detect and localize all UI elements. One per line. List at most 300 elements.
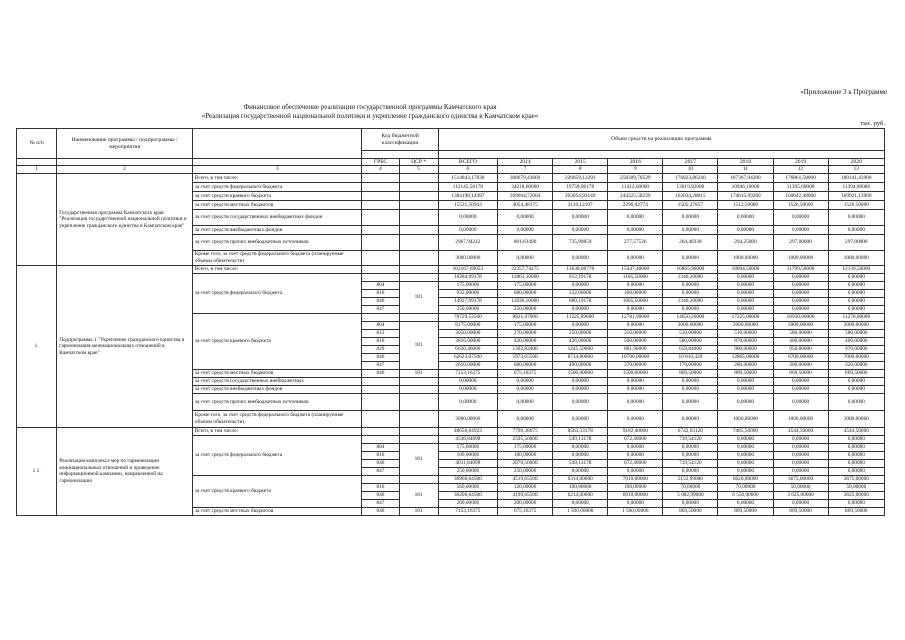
value-cell: 112145,58178 bbox=[438, 182, 497, 191]
value-cell: 0,00000 bbox=[553, 451, 608, 459]
value-cell: 3625,00000 bbox=[828, 491, 884, 499]
value-cell: 2000,00000 bbox=[663, 321, 718, 329]
value-cell: 426,00000 bbox=[553, 337, 608, 345]
value-cell: 0,00000 bbox=[553, 385, 608, 393]
value-cell: 8563,33178 bbox=[553, 427, 608, 435]
table-row bbox=[17, 427, 885, 435]
value-cell: 3675,00000 bbox=[773, 475, 828, 483]
value-cell: 250,00000 bbox=[498, 467, 553, 475]
value-cell: 912,19178 bbox=[553, 273, 608, 281]
value-cell: 719,54120 bbox=[663, 459, 718, 467]
value-cell: 258309,78529 bbox=[608, 173, 663, 182]
value-cell: 900,00000 bbox=[718, 345, 773, 353]
value-cell: 264,48338 bbox=[663, 234, 718, 250]
value-cell: 0,00000 bbox=[608, 305, 663, 313]
grbs-cell bbox=[362, 265, 399, 273]
value-cell: 11799,50000 bbox=[773, 265, 828, 273]
value-cell: 869,50000 bbox=[828, 507, 884, 515]
value-cell: 869,50000 bbox=[773, 507, 828, 515]
value-cell: 0,00000 bbox=[498, 225, 553, 234]
grbs-cell: 804 bbox=[362, 281, 399, 289]
value-cell: 250,00000 bbox=[498, 305, 553, 313]
value-cell: 510,00000 bbox=[663, 329, 718, 337]
csr-cell bbox=[399, 250, 438, 265]
value-cell: 0,00000 bbox=[438, 385, 497, 393]
value-cell: 0,00000 bbox=[773, 385, 828, 393]
table-row bbox=[17, 159, 885, 166]
value-cell: 5152,99000 bbox=[663, 475, 718, 483]
value-cell: 175,00000 bbox=[438, 443, 497, 451]
csr-cell bbox=[399, 385, 438, 393]
source-label: за счет средств внебюджетных фондов bbox=[192, 225, 362, 234]
value-cell: 0,00000 bbox=[553, 321, 608, 329]
value-cell: 0,00000 bbox=[828, 273, 884, 281]
value-cell: 0,00000 bbox=[608, 467, 663, 475]
source-label: за счет средств прочих внебюджетных источников bbox=[192, 234, 362, 250]
value-cell: 400,00000 bbox=[828, 337, 884, 345]
value-cell: 2967,94212 bbox=[438, 234, 497, 250]
grbs-cell: 816 bbox=[362, 451, 399, 459]
column-number: 8 bbox=[553, 166, 608, 173]
header-year: 2014 bbox=[498, 159, 553, 166]
value-cell: 0,00000 bbox=[773, 305, 828, 313]
value-cell: 0,00000 bbox=[773, 435, 828, 443]
value-cell: 0,00000 bbox=[718, 467, 773, 475]
csr-cell bbox=[399, 435, 438, 443]
value-cell: 0,00000 bbox=[828, 281, 884, 289]
value-cell: 16865,96000 bbox=[663, 265, 718, 273]
source-label: Кроме того, за счет средств федерального бюджета (планируемые объемы обязательств) bbox=[192, 410, 362, 427]
value-cell: 203054,93149 bbox=[553, 191, 608, 200]
value-cell: 175,00000 bbox=[438, 281, 497, 289]
value-cell: 13638,08778 bbox=[553, 265, 608, 273]
value-cell: 320,00000 bbox=[828, 361, 884, 369]
grbs-cell: 846 bbox=[362, 507, 399, 515]
value-cell: 0,00000 bbox=[828, 385, 884, 393]
value-cell: 0,00000 bbox=[663, 289, 718, 297]
value-cell: 0,00000 bbox=[608, 393, 663, 410]
value-cell: 1384198,14497 bbox=[438, 191, 497, 200]
value-cell: 10946,10000 bbox=[718, 182, 773, 191]
value-cell: 7485,50000 bbox=[718, 427, 773, 435]
header-csr: ЦСР * bbox=[399, 159, 438, 166]
value-cell: 1514843,17830 bbox=[438, 173, 497, 182]
value-cell: 580,00000 bbox=[828, 329, 884, 337]
units-label: тыс. руб. bbox=[860, 120, 885, 127]
document-subtitle: «Реализация государственной национальной политики и укрепление гражданского единства в Камчатском крае» bbox=[201, 112, 539, 120]
item-num: 1.1. bbox=[17, 427, 57, 515]
value-cell: 0,00000 bbox=[608, 451, 663, 459]
value-cell: 7153,16375 bbox=[438, 369, 497, 377]
column-number: 3 bbox=[192, 166, 362, 173]
grbs-cell: 846 bbox=[362, 459, 399, 467]
value-cell: 0,00000 bbox=[553, 499, 608, 507]
csr-cell bbox=[399, 475, 438, 483]
value-cell: 0,00000 bbox=[718, 281, 773, 289]
value-cell: 2595,56800 bbox=[498, 435, 553, 443]
value-cell: 2000,00000 bbox=[773, 321, 828, 329]
grbs-cell bbox=[362, 234, 399, 250]
header-total: ВСЕГО bbox=[438, 159, 497, 166]
source-label: Кроме того, за счет средств федерального бюджета (планируемые объемы обязательств) bbox=[192, 250, 362, 265]
value-cell: 270,00000 bbox=[498, 329, 553, 337]
value-cell: 0,00000 bbox=[663, 377, 718, 385]
value-cell: 176823,86240 bbox=[663, 173, 718, 182]
value-cell: 0,00000 bbox=[608, 410, 663, 427]
grbs-cell bbox=[362, 173, 399, 182]
value-cell: 0,00000 bbox=[828, 443, 884, 451]
value-cell: 869,50000 bbox=[773, 369, 828, 377]
column-number: 13 bbox=[828, 166, 884, 173]
header-year: 2019 bbox=[773, 159, 828, 166]
value-cell: 10930,00000 bbox=[773, 313, 828, 321]
value-cell: 1512,50000 bbox=[718, 200, 773, 209]
value-cell: 0,00000 bbox=[718, 385, 773, 393]
value-cell: 12865,00000 bbox=[718, 353, 773, 361]
value-cell: 100,00000 bbox=[438, 451, 497, 459]
value-cell: 370,00000 bbox=[608, 361, 663, 369]
value-cell: 0,00000 bbox=[553, 281, 608, 289]
column-number: 5 bbox=[399, 166, 438, 173]
value-cell: 6 550,00000 bbox=[718, 491, 773, 499]
value-cell: 6630,46000 bbox=[438, 345, 497, 353]
value-cell: 1302,82400 bbox=[498, 345, 553, 353]
value-cell: 187367,94280 bbox=[718, 173, 773, 182]
value-cell: 7153,16375 bbox=[438, 507, 497, 515]
value-cell: 0,00000 bbox=[608, 443, 663, 451]
value-cell: 50,00000 bbox=[828, 483, 884, 491]
grbs-cell: 847 bbox=[362, 467, 399, 475]
value-cell: 672,40000 bbox=[608, 435, 663, 443]
value-cell: 7010,00000 bbox=[608, 475, 663, 483]
column-number: 1 bbox=[17, 166, 57, 173]
value-cell: 0,00000 bbox=[553, 410, 608, 427]
value-cell: 5 082,99000 bbox=[663, 491, 718, 499]
grbs-cell bbox=[362, 427, 399, 435]
header-year: 2018 bbox=[718, 159, 773, 166]
value-cell: 0,00000 bbox=[828, 209, 884, 225]
value-cell: 932,00000 bbox=[438, 289, 497, 297]
value-cell: 11225,89600 bbox=[553, 313, 608, 321]
grbs-cell: 829 bbox=[362, 345, 399, 353]
grbs-cell bbox=[362, 385, 399, 393]
value-cell: 50,00000 bbox=[773, 483, 828, 491]
value-cell: 5973,65500 bbox=[498, 353, 553, 361]
csr-cell: 181 bbox=[399, 321, 438, 369]
value-cell: 100,00000 bbox=[498, 451, 553, 459]
value-cell: 0,00000 bbox=[663, 451, 718, 459]
value-cell: 0,00000 bbox=[718, 451, 773, 459]
csr-cell: 181 bbox=[399, 369, 438, 377]
header-blank bbox=[57, 159, 193, 166]
value-cell: 175,00000 bbox=[498, 321, 553, 329]
value-cell: 102167,69053 bbox=[438, 265, 497, 273]
value-cell: 0,00000 bbox=[608, 499, 663, 507]
grbs-cell bbox=[362, 313, 399, 321]
source-label: за счет средств местных бюджетов bbox=[192, 369, 362, 377]
value-cell: 250,00000 bbox=[553, 329, 608, 337]
value-cell: 560,00000 bbox=[438, 483, 497, 491]
value-cell: 1000,00000 bbox=[718, 410, 773, 427]
value-cell: 3675,00000 bbox=[828, 475, 884, 483]
value-cell: 0,00000 bbox=[828, 459, 884, 467]
value-cell: 0,00000 bbox=[828, 435, 884, 443]
value-cell: 0,00000 bbox=[663, 385, 718, 393]
value-cell: 1526,50000 bbox=[773, 200, 828, 209]
value-cell: 500,00000 bbox=[608, 337, 663, 345]
value-cell: 490,00000 bbox=[553, 361, 608, 369]
value-cell: 0,00000 bbox=[718, 225, 773, 234]
value-cell: 0,00000 bbox=[828, 305, 884, 313]
value-cell: 1000,00000 bbox=[773, 410, 828, 427]
value-cell: 0,00000 bbox=[773, 225, 828, 234]
column-number: 11 bbox=[718, 166, 773, 173]
value-cell: 0,00000 bbox=[498, 209, 553, 225]
value-cell: 549,13178 bbox=[553, 435, 608, 443]
value-cell: 6314,00000 bbox=[553, 475, 608, 483]
value-cell: 16284,99178 bbox=[438, 273, 497, 281]
value-cell: 0,00000 bbox=[608, 225, 663, 234]
value-cell: 0,00000 bbox=[553, 250, 608, 265]
csr-cell bbox=[399, 200, 438, 209]
value-cell: 549,13178 bbox=[553, 459, 608, 467]
value-cell: 0,00000 bbox=[828, 297, 884, 305]
value-cell: 869,50000 bbox=[718, 507, 773, 515]
value-cell: 11394,80000 bbox=[828, 182, 884, 191]
value-cell: 0,00000 bbox=[498, 385, 553, 393]
value-cell: 297,00000 bbox=[828, 234, 884, 250]
value-cell: 0,00000 bbox=[773, 459, 828, 467]
value-cell: 0,00000 bbox=[773, 499, 828, 507]
grbs-cell bbox=[362, 393, 399, 410]
value-cell: 0,00000 bbox=[608, 377, 663, 385]
grbs-cell bbox=[362, 191, 399, 200]
item-name: Реализация комплекса мер по гармонизации межнациональных отношений и проведение информационной кампании, направленной на гармонизацию bbox=[57, 427, 193, 515]
value-cell: 1000,00000 bbox=[828, 410, 884, 427]
csr-cell: 181 bbox=[399, 483, 438, 507]
value-cell: 3816,00000 bbox=[438, 337, 497, 345]
value-cell: 580,00000 bbox=[773, 329, 828, 337]
column-number: 6 bbox=[438, 166, 497, 173]
value-cell: 680,00000 bbox=[498, 289, 553, 297]
value-cell: 280,00000 bbox=[718, 361, 773, 369]
value-cell: 0,00000 bbox=[773, 393, 828, 410]
value-cell: 1065,50000 bbox=[608, 297, 663, 305]
value-cell: 1000,00000 bbox=[773, 250, 828, 265]
value-cell: 0,00000 bbox=[553, 393, 608, 410]
value-cell: 8175,00000 bbox=[438, 321, 497, 329]
header-year: 2020 bbox=[828, 159, 884, 166]
header-name: Наименование программы / подпрограммы / мероприятия bbox=[57, 129, 193, 159]
value-cell: 4544,50000 bbox=[773, 427, 828, 435]
source-label: за счет средств прочих внебюджетных источников bbox=[192, 393, 362, 410]
value-cell: 0,00000 bbox=[608, 385, 663, 393]
value-cell: 169921,13900 bbox=[828, 191, 884, 200]
value-cell: 0,00000 bbox=[663, 305, 718, 313]
value-cell: 0,00000 bbox=[608, 250, 663, 265]
value-cell: 0,00000 bbox=[718, 435, 773, 443]
value-cell: 2070,56800 bbox=[498, 459, 553, 467]
value-cell: 0,00000 bbox=[438, 377, 497, 385]
value-cell: 4054,48175 bbox=[498, 200, 553, 209]
source-label: за счет средств местных бюджетов bbox=[192, 507, 362, 515]
value-cell: 0,00000 bbox=[498, 393, 553, 410]
value-cell: 226659,13293 bbox=[553, 173, 608, 182]
grbs-cell bbox=[362, 225, 399, 234]
value-cell: 10700,00000 bbox=[608, 353, 663, 361]
header-blank bbox=[192, 159, 362, 166]
value-cell: 0,00000 bbox=[718, 289, 773, 297]
value-cell: 48656,64923 bbox=[438, 427, 497, 435]
grbs-cell bbox=[362, 182, 399, 191]
value-cell: 0,00000 bbox=[828, 451, 884, 459]
value-cell: 0,00000 bbox=[553, 209, 608, 225]
value-cell: 36966,64500 bbox=[438, 475, 497, 483]
source-label: за счет средств краевого бюджета bbox=[192, 475, 362, 507]
value-cell: 6700,00000 bbox=[773, 353, 828, 361]
value-cell: 0,00000 bbox=[773, 443, 828, 451]
value-cell: 0,00000 bbox=[773, 377, 828, 385]
value-cell: 308679,43669 bbox=[498, 173, 553, 182]
csr-cell bbox=[399, 182, 438, 191]
value-cell: 3 625,00000 bbox=[773, 491, 828, 499]
value-cell: 0,00000 bbox=[773, 273, 828, 281]
value-cell: 0,00000 bbox=[828, 377, 884, 385]
value-cell: 6742,03120 bbox=[663, 427, 718, 435]
value-cell: 4519,65500 bbox=[498, 475, 553, 483]
value-cell: 11412,60000 bbox=[608, 182, 663, 191]
value-cell: 801,63490 bbox=[498, 234, 553, 250]
value-cell: 0,00000 bbox=[553, 443, 608, 451]
value-cell: 0,00000 bbox=[663, 209, 718, 225]
header-grbs: ГРБС bbox=[362, 159, 399, 166]
value-cell: 36206,64500 bbox=[438, 491, 497, 499]
value-cell: 0,00000 bbox=[553, 377, 608, 385]
value-cell: 970,00000 bbox=[828, 345, 884, 353]
annex-reference: «Приложение 3 к Программе bbox=[800, 88, 887, 96]
csr-cell bbox=[399, 234, 438, 250]
value-cell: 400,00000 bbox=[773, 337, 828, 345]
value-cell: 510,00000 bbox=[718, 329, 773, 337]
value-cell: 0,00000 bbox=[663, 467, 718, 475]
grbs-cell bbox=[362, 273, 399, 281]
grbs-cell bbox=[362, 475, 399, 483]
value-cell: 15447,40000 bbox=[608, 265, 663, 273]
value-cell: 0,00000 bbox=[438, 393, 497, 410]
source-label: Всего, в том числе: bbox=[192, 427, 362, 435]
value-cell: 4011,84098 bbox=[438, 459, 497, 467]
csr-cell bbox=[399, 427, 438, 435]
value-cell: 7799,38675 bbox=[498, 427, 553, 435]
value-cell: 0,00000 bbox=[718, 297, 773, 305]
value-cell: 17225,00000 bbox=[718, 313, 773, 321]
value-cell: 244325,58229 bbox=[608, 191, 663, 200]
csr-cell bbox=[399, 313, 438, 321]
grbs-cell: 804 bbox=[362, 443, 399, 451]
value-cell: 0,00000 bbox=[718, 377, 773, 385]
value-cell: 0,00000 bbox=[608, 281, 663, 289]
value-cell: 0,00000 bbox=[718, 209, 773, 225]
value-cell: 15531,50943 bbox=[438, 200, 497, 209]
source-label: за счет средств федерального бюджета bbox=[192, 182, 362, 191]
csr-cell: 181 bbox=[399, 507, 438, 515]
value-cell: 300,00000 bbox=[773, 361, 828, 369]
table-row bbox=[17, 265, 885, 273]
value-cell: 250,00000 bbox=[438, 305, 497, 313]
value-cell: 0,00000 bbox=[828, 225, 884, 234]
value-cell: 19758,06178 bbox=[553, 182, 608, 191]
source-label: Всего, в том числе: bbox=[192, 173, 362, 182]
value-cell: 0,00000 bbox=[498, 377, 553, 385]
source-label: за счет средств местных бюджетов bbox=[192, 200, 362, 209]
value-cell: 4536,84098 bbox=[438, 435, 497, 443]
column-number: 4 bbox=[362, 166, 399, 173]
grbs-cell bbox=[362, 410, 399, 427]
financing-table bbox=[16, 128, 885, 516]
grbs-cell bbox=[362, 435, 399, 443]
value-cell: 0,00000 bbox=[773, 467, 828, 475]
value-cell: 70,00000 bbox=[718, 483, 773, 491]
value-cell: 9182,40000 bbox=[608, 427, 663, 435]
csr-cell: 181 bbox=[399, 281, 438, 313]
grbs-cell: 846 bbox=[362, 369, 399, 377]
grbs-cell: 816 bbox=[362, 483, 399, 491]
value-cell: 11270,00000 bbox=[828, 313, 884, 321]
source-label: Всего, в том числе: bbox=[192, 265, 362, 273]
value-cell: 420,00000 bbox=[498, 337, 553, 345]
value-cell: 0,00000 bbox=[553, 225, 608, 234]
value-cell: 0,00000 bbox=[553, 467, 608, 475]
value-cell: 0,00000 bbox=[828, 499, 884, 507]
header-blank bbox=[17, 159, 57, 166]
value-cell: 0,00000 bbox=[498, 410, 553, 427]
grbs-cell bbox=[362, 209, 399, 225]
column-number: 12 bbox=[773, 166, 828, 173]
source-label: за счет средств краевого бюджета bbox=[192, 313, 362, 369]
value-cell: 3110,12107 bbox=[553, 200, 608, 209]
table-row bbox=[17, 129, 885, 151]
value-cell: 200,00000 bbox=[438, 499, 497, 507]
program-name: Государственная программа Камчатского края "Реализация государственной национальной политики и укрепление гражданского единства в Камчатском крае" bbox=[57, 173, 193, 265]
value-cell: 3000,00000 bbox=[438, 250, 497, 265]
csr-cell bbox=[399, 173, 438, 182]
value-cell: 100,00000 bbox=[608, 289, 663, 297]
table-row bbox=[17, 173, 885, 182]
value-cell: 869,50000 bbox=[718, 369, 773, 377]
source-label: за счет средств краевого бюджета bbox=[192, 191, 362, 200]
value-cell: 3050,00000 bbox=[438, 329, 497, 337]
header-volume: Объем средств на реализацию программы bbox=[438, 129, 884, 151]
value-cell: 100,00000 bbox=[608, 483, 663, 491]
value-cell: 680,19178 bbox=[553, 297, 608, 305]
value-cell: 2000,00000 bbox=[828, 321, 884, 329]
header-num: № п/п bbox=[17, 129, 57, 159]
value-cell: 14927,99178 bbox=[438, 297, 497, 305]
value-cell: 200,00000 bbox=[498, 499, 553, 507]
value-cell: 0,00000 bbox=[773, 209, 828, 225]
value-cell: 675,16375 bbox=[498, 369, 553, 377]
value-cell: 8714,80000 bbox=[553, 353, 608, 361]
value-cell: 174615,09280 bbox=[718, 191, 773, 200]
grbs-cell: 847 bbox=[362, 499, 399, 507]
source-label: за счет средств государственных внебюджетных bbox=[192, 377, 362, 385]
value-cell: 12139,50000 bbox=[828, 265, 884, 273]
value-cell: 0,00000 bbox=[608, 209, 663, 225]
value-cell: 232,00000 bbox=[553, 289, 608, 297]
value-cell: 0,00000 bbox=[773, 451, 828, 459]
value-cell: 10 810,420 bbox=[663, 353, 718, 361]
value-cell: 0,00000 bbox=[663, 393, 718, 410]
